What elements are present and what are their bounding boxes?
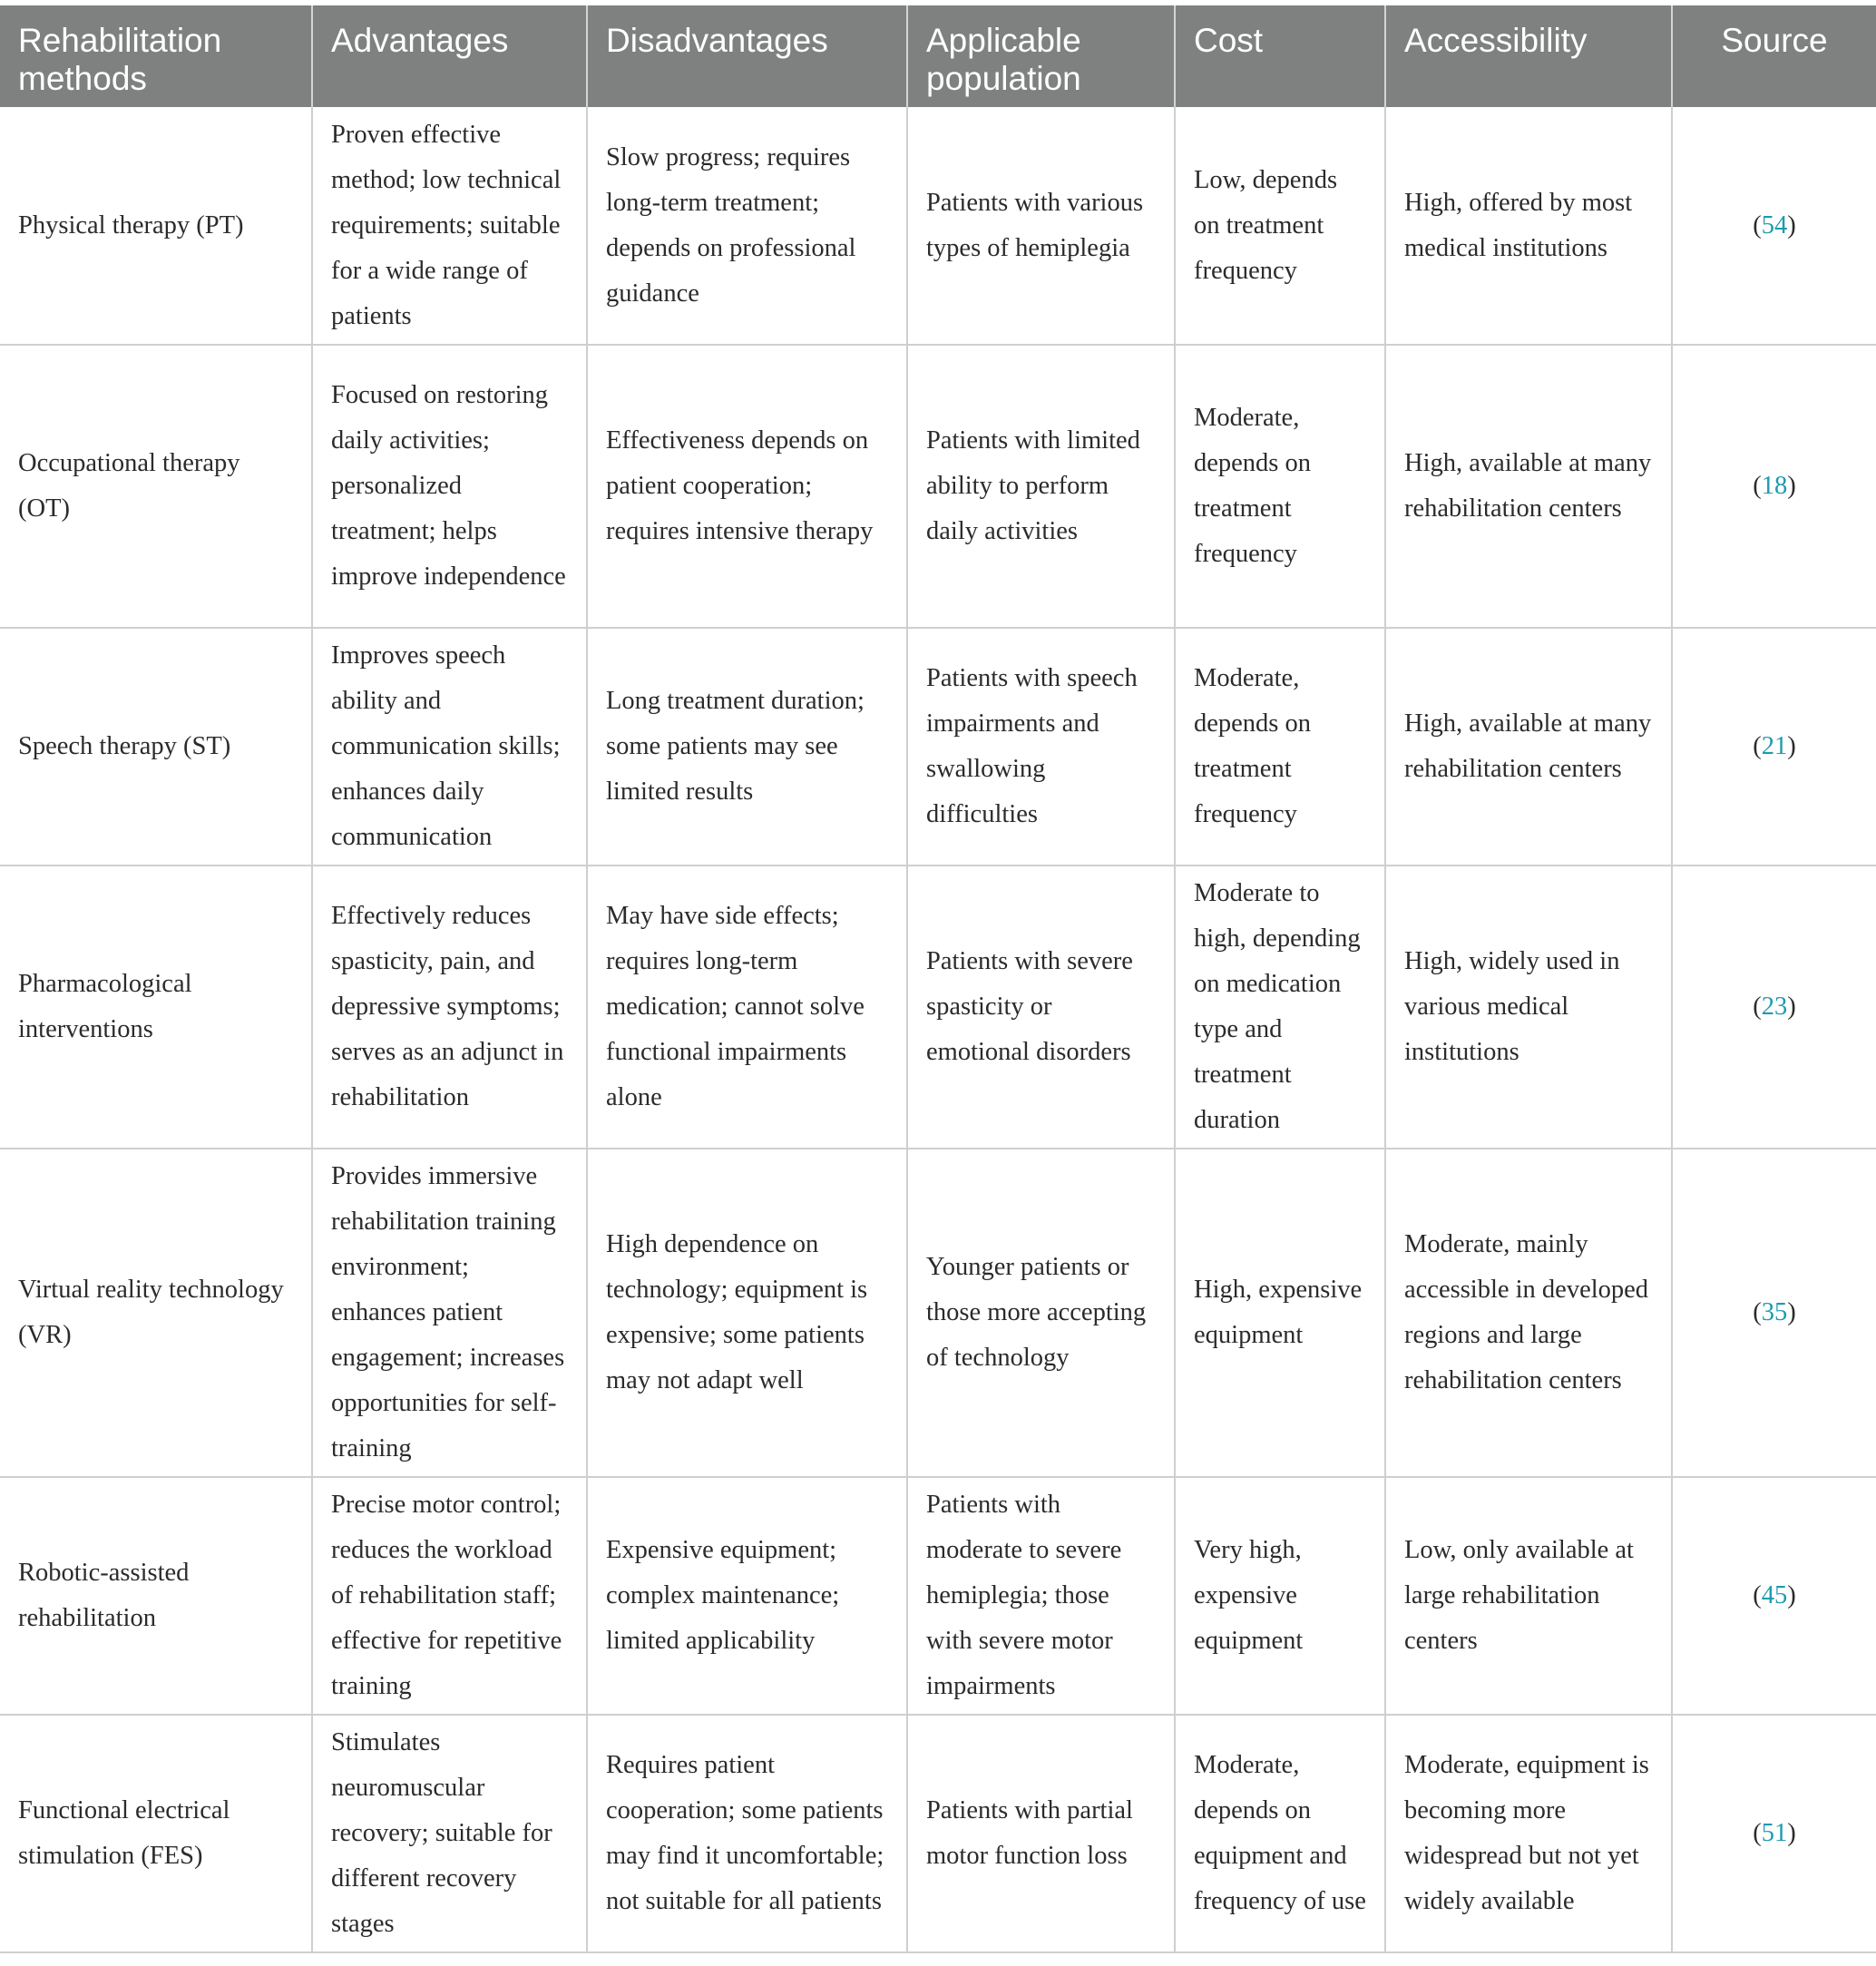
table-row [0,1149,1876,1477]
method-cell: Functional electrical stimulation (FES) [0,1715,312,1952]
advantages-cell: Precise motor control; reduces the workload of rehabilitation staff; effective for repetitive training [312,1477,587,1715]
advantages-cell: Stimulates neuromuscular recovery; suitable for different recovery stages [312,1715,587,1952]
source-reference-link[interactable]: 51 [1761,1819,1788,1847]
table-row [0,628,1876,866]
table-row [0,345,1876,628]
disadvantages-cell: Slow progress; requires long-term treatment; depends on professional guidance [587,107,907,345]
accessibility-cell: Low, only available at large rehabilitation centers [1385,1477,1672,1715]
population-cell: Patients with partial motor function loss [907,1715,1175,1952]
accessibility-cell: High, offered by most medical institutions [1385,107,1672,345]
accessibility-cell: Moderate, mainly accessible in developed regions and large rehabilitation centers [1385,1149,1672,1477]
source-reference-link[interactable]: 54 [1761,210,1788,240]
table-row [0,866,1876,1149]
cost-cell: Moderate, depends on treatment frequency [1175,628,1385,866]
cost-cell: Low, depends on treatment frequency [1175,107,1385,345]
accessibility-cell: High, available at many rehabilitation centers [1385,345,1672,628]
accessibility-cell: High, available at many rehabilitation centers [1385,628,1672,866]
table-row [0,1715,1876,1952]
accessibility-cell: High, widely used in various medical institutions [1385,866,1672,1149]
cost-cell: Very high, expensive equipment [1175,1477,1385,1715]
source-reference-link[interactable]: 23 [1761,993,1788,1021]
source-cell: (23) [1672,866,1876,1149]
method-cell: Robotic-assisted rehabilitation [0,1477,312,1715]
source-reference-link[interactable]: 35 [1761,1298,1788,1326]
source-cell: (51) [1672,1715,1876,1952]
table-row [0,107,1876,345]
source-cell: (18) [1672,345,1876,628]
population-cell: Patients with limited ability to perform daily activities [907,345,1175,628]
disadvantages-cell: Long treatment duration; some patients may see limited results [587,628,907,866]
method-cell: Physical therapy (PT) [0,107,312,345]
header-disadvantages: Disadvantages [587,5,907,107]
header-population: Applicable population [907,5,1175,107]
disadvantages-cell: Expensive equipment; complex maintenance; limited applicability [587,1477,907,1715]
cost-cell: Moderate, depends on treatment frequency [1175,345,1385,628]
population-cell: Younger patients or those more accepting of technology [907,1149,1175,1477]
disadvantages-cell: May have side effects; requires long-term medication; cannot solve functional impairments alone [587,866,907,1149]
header-method: Rehabilitation methods [0,5,312,107]
accessibility-cell: Moderate, equipment is becoming more widespread but not yet widely available [1385,1715,1672,1952]
source-reference-link[interactable]: 21 [1761,732,1788,760]
cost-cell: High, expensive equipment [1175,1149,1385,1477]
method-cell: Pharmacological interventions [0,866,312,1149]
table-header [0,5,1876,107]
header-advantages: Advantages [312,5,587,107]
method-cell: Occupational therapy (OT) [0,345,312,628]
advantages-cell: Provides immersive rehabilitation training environment; enhances patient engagement; increases opportunities for self-training [312,1149,587,1477]
disadvantages-cell: High dependence on technology; equipment is expensive; some patients may not adapt well [587,1149,907,1477]
source-cell: (35) [1672,1149,1876,1477]
cost-cell: Moderate to high, depending on medication type and treatment duration [1175,866,1385,1149]
population-cell: Patients with various types of hemiplegia [907,107,1175,345]
population-cell: Patients with speech impairments and swallowing difficulties [907,628,1175,866]
rehabilitation-methods-table [0,5,1876,1953]
header-row [0,5,1876,107]
advantages-cell: Focused on restoring daily activities; personalized treatment; helps improve independence [312,345,587,628]
population-cell: Patients with severe spasticity or emotional disorders [907,866,1175,1149]
advantages-cell: Effectively reduces spasticity, pain, and depressive symptoms; serves as an adjunct in rehabilitation [312,866,587,1149]
header-accessibility: Accessibility [1385,5,1672,107]
population-cell: Patients with moderate to severe hemiplegia; those with severe motor impairments [907,1477,1175,1715]
method-cell: Virtual reality technology (VR) [0,1149,312,1477]
source-cell: (21) [1672,628,1876,866]
advantages-cell: Proven effective method; low technical requirements; suitable for a wide range of patients [312,107,587,345]
source-cell: (45) [1672,1477,1876,1715]
source-reference-link[interactable]: 18 [1761,472,1788,500]
table-row [0,1477,1876,1715]
source-cell: (54) [1672,107,1876,345]
header-cost: Cost [1175,5,1385,107]
disadvantages-cell: Effectiveness depends on patient cooperation; requires intensive therapy [587,345,907,628]
table-body [0,107,1876,1952]
method-cell: Speech therapy (ST) [0,628,312,866]
source-reference-link[interactable]: 45 [1761,1581,1788,1609]
advantages-cell: Improves speech ability and communication skills; enhances daily communication [312,628,587,866]
disadvantages-cell: Requires patient cooperation; some patients may find it uncomfortable; not suitable for all patients [587,1715,907,1952]
cost-cell: Moderate, depends on equipment and frequency of use [1175,1715,1385,1952]
header-source: Source [1672,5,1876,107]
